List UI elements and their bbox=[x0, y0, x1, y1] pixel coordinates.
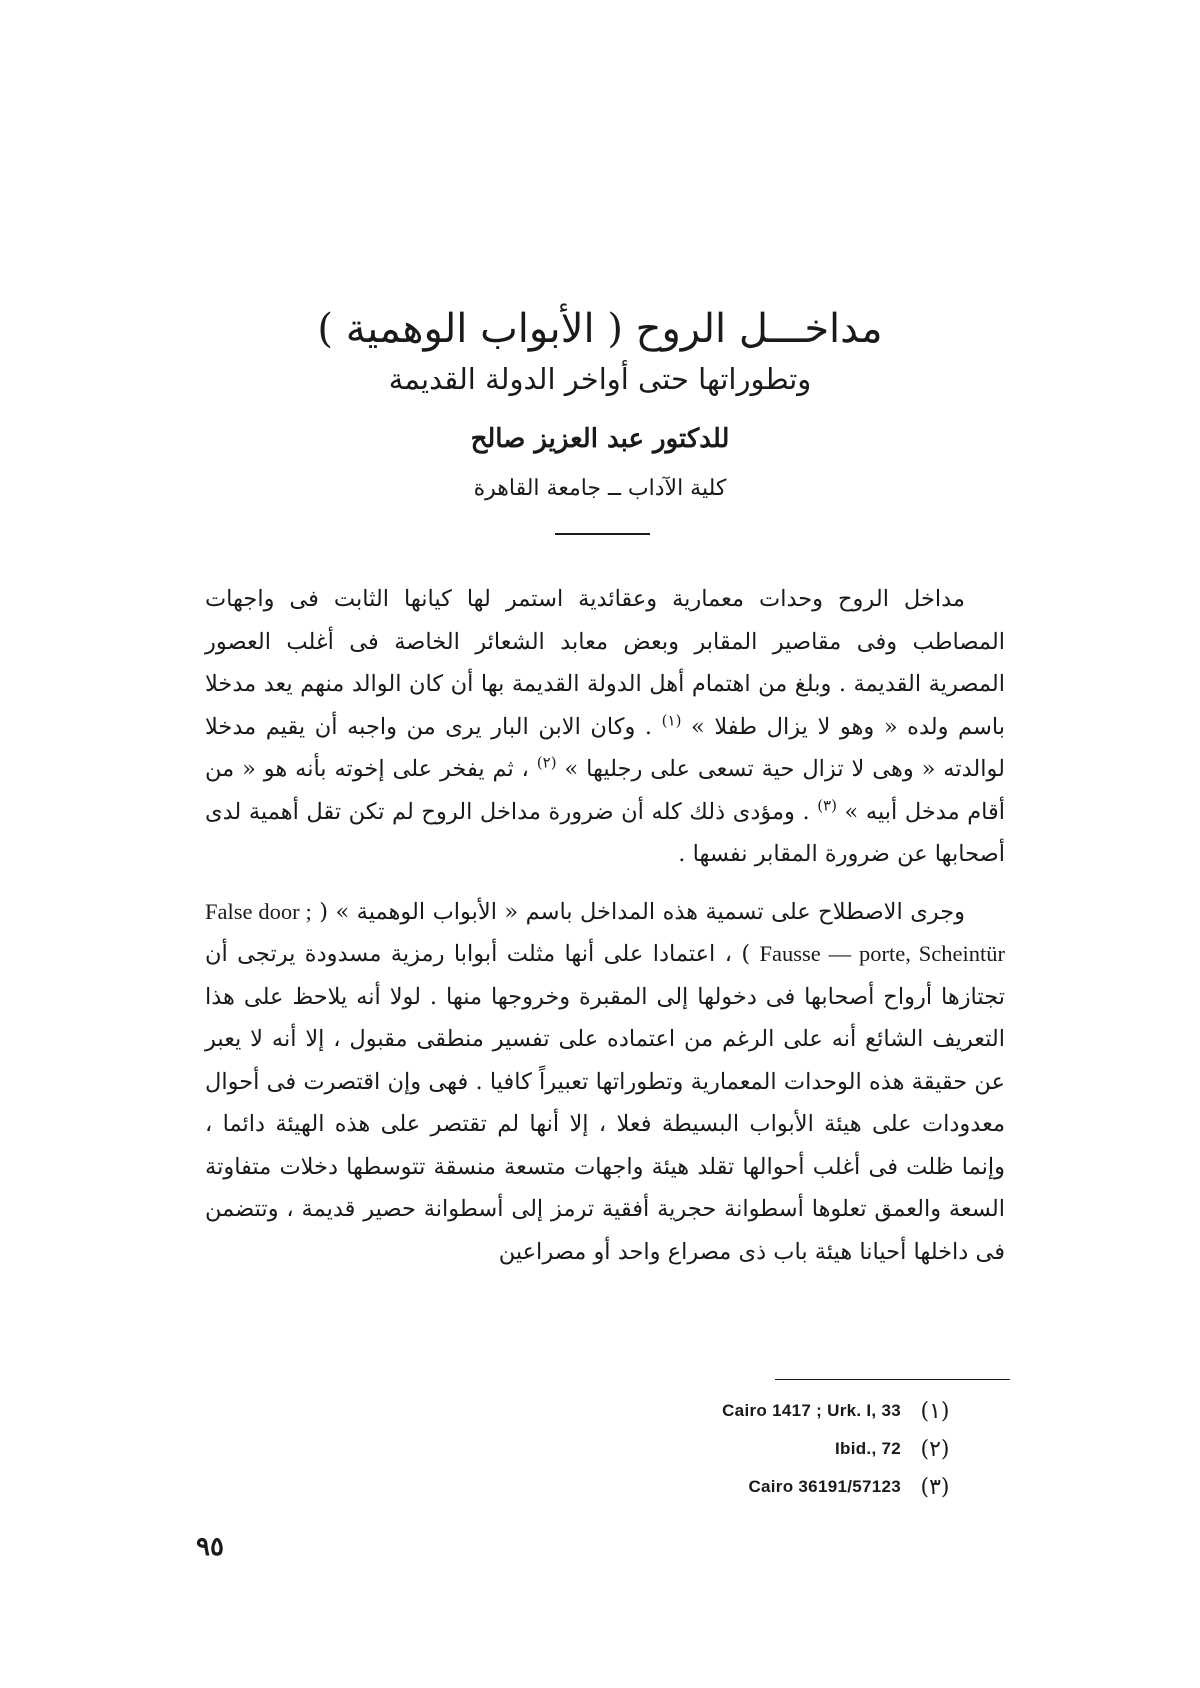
article-title: مداخـــل الروح ( الأبواب الوهمية ) bbox=[317, 305, 883, 352]
footnote-divider bbox=[775, 1379, 1010, 1380]
author-name: للدكتور عبد العزيز صالح bbox=[470, 424, 730, 454]
page-number: ٩٥ bbox=[196, 1532, 224, 1562]
paragraph-2-text-a: وجرى الاصطلاح على تسمية هذه المداخل باسم « الأبواب الوهمية » ( bbox=[319, 898, 965, 925]
footnote-number: (٣) bbox=[920, 1474, 950, 1500]
footnote-ref-2: (٢) bbox=[536, 753, 557, 772]
article-subtitle: وتطوراتها حتى أواخر الدولة القديمة bbox=[388, 362, 812, 396]
title-divider bbox=[555, 533, 650, 535]
footnote-ref-3: (٣) bbox=[817, 796, 837, 814]
body-paragraph-2 bbox=[205, 891, 1005, 1274]
paragraph-2-text-b: ) ، اعتمادا على أنها مثلت أبوابا رمزية مسدودة يرتجى أن تجتازها أرواح أصحابها فى دخولها إلى المقبرة وخروجها منها . لولا أنه يلاحظ على هذا التعريف الشائع أنه على الرغم من اعتماده على تفسير منطقى مقبول ، إلا أنه لا يعبر عن حقيقة هذه الوحدات المعمارية وتطوراتها تعبيراً كافيا . فهى وإن اقتصرت فى أحوال معدودات على هيئة الأبواب البسيطة فعلا ، إلا أنها لم تقتصر على هذه الهيئة دائما ، وإنما ظلت فى أغلب أحوالها تقلد هيئة واجهات متسعة منسقة تتوسطها دخلات متفاوتة السعة والعمق تعلوها أسطوانة حجرية أفقية ترمز إلى أسطوانة حصير قديمة ، وتتضمن فى داخلها أحيانا هيئة باب ذى مصراع واحد أو مصراعين bbox=[205, 941, 1005, 1265]
paragraph-1-text-c: ، ثم يفخر على إخوته بأنه هو « من أقام مدخل أبيه » bbox=[205, 756, 1005, 825]
footnote-item bbox=[560, 1392, 955, 1430]
footnote-text: Ibid., 72 bbox=[835, 1439, 901, 1458]
paragraph-1-text-a: مداخل الروح وحدات معمارية وعقائدية استمر لها كيانها الثابت فى واجهات المصاطب وفى مقاصير المقابر وبعض معابد الشعائر الخاصة فى أغلب العصور المصرية القديمة . وبلغ من اهتمام أهل الدولة القديمة بها أن كان الوالد منهم يعد مدخلا باسم ولده « وهو لا يزال طفلا » bbox=[205, 586, 1005, 740]
author-affiliation: كلية الآداب ــ جامعة القاهرة bbox=[473, 476, 727, 501]
paragraph-1-text-d: . ومؤدى ذلك كله أن ضرورة مداخل الروح لم تكن تقل أهمية لدى أصحابها عن ضرورة المقابر نفسها . bbox=[205, 798, 1005, 867]
footnotes bbox=[560, 1392, 955, 1506]
footnote-item bbox=[560, 1430, 955, 1468]
footnote-ref-1: (١) bbox=[661, 711, 682, 729]
footnote-number: (٢) bbox=[920, 1436, 950, 1462]
latin-terms: False door ; Fausse — porte, Scheintür bbox=[205, 898, 1005, 966]
footnote-number: (١) bbox=[920, 1398, 950, 1424]
footnote-text: Cairo 36191/57123 bbox=[748, 1477, 901, 1496]
footnote-item bbox=[560, 1468, 955, 1506]
article-body bbox=[205, 578, 1005, 1273]
footnote-text: Cairo 1417 ; Urk. I, 33 bbox=[722, 1401, 901, 1420]
body-paragraph-1 bbox=[205, 578, 1005, 876]
paragraph-1-text-b: . وكان الابن البار يرى من واجبه أن يقيم مدخلا لوالدته « وهى لا تزال حية تسعى على رجليها » bbox=[205, 713, 1005, 782]
